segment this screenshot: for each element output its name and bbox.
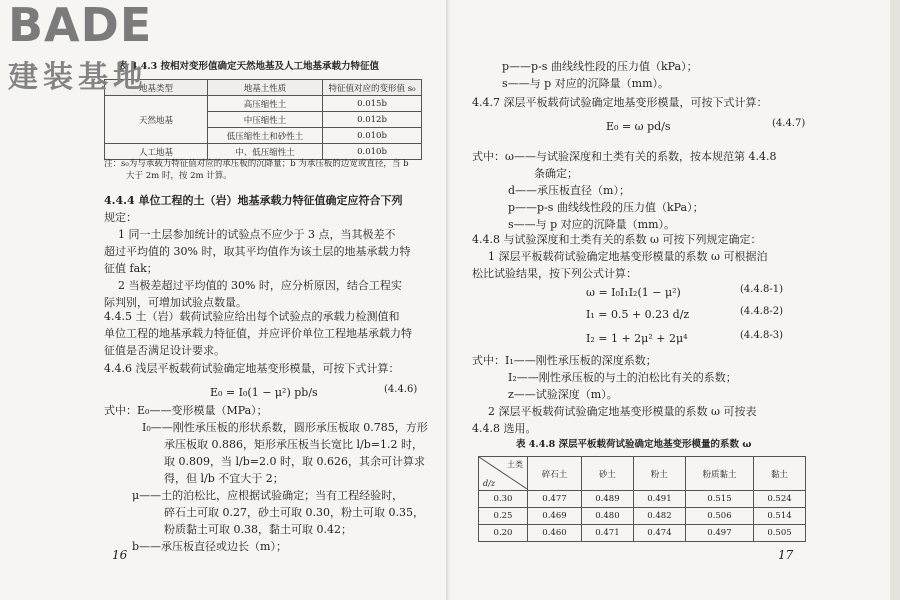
table-row	[479, 491, 806, 508]
clause-4-4-7: 4.4.7 深层平板载荷试验确定地基变形模量，可按下式计算：	[472, 96, 768, 109]
table-448-cell: 0.25	[479, 508, 528, 525]
equation-448-3: I₂ = 1 + 2μ² + 2μ⁴	[586, 332, 688, 345]
definition-line: 条确定；	[534, 167, 578, 180]
clause-4-4-8-item1	[472, 248, 882, 282]
note-line: 注：s₀为与承载力特征值对应的承压板的沉降量；b 为承压板的边宽或直径，当 b	[104, 159, 409, 169]
page-edge	[890, 0, 900, 600]
table-448-cell: 0.491	[633, 491, 685, 508]
table-443-cell: 中压缩性土	[208, 112, 323, 128]
table-443-cell: 高压缩性土	[208, 96, 323, 112]
definition-line: z——试验深度（m）。	[508, 388, 618, 401]
definition-line: d——承压板直径（m）；	[508, 184, 630, 197]
definition-line: 碎石土可取 0.27，砂土可取 0.30，粉土可取 0.35，	[164, 506, 424, 519]
clause-line: 4.4.4 单位工程的土（岩）地基承载力特征值确定应符合下列	[104, 194, 403, 207]
table-443-cell: 0.010b	[323, 128, 422, 144]
table-448-cell: 0.506	[685, 508, 753, 525]
table-448-cell: 0.30	[479, 491, 528, 508]
table-443-header: 特征值对应的变形值 s₀	[323, 80, 422, 96]
logo-wordmark: BADE	[8, 0, 153, 52]
equation-446-number: (4.4.6)	[384, 384, 418, 395]
continued-definitions	[502, 58, 842, 92]
equation-447: E₀ = ω pd/s	[606, 120, 671, 133]
table-443-cell: 0.015b	[323, 96, 422, 112]
clause-line: 2 当极差超过平均值的 30% 时，应分析原因，结合工程实	[118, 279, 402, 292]
table-448-cell: 0.482	[633, 508, 685, 525]
definition-line: 得，但 l/b 不宜大于 2；	[164, 472, 284, 485]
table-443-cell: 中、低压缩性土	[208, 144, 323, 160]
table-448	[478, 456, 806, 542]
table-443-cell: 低压缩性土和砂性土	[208, 128, 323, 144]
equation-448-2-number: (4.4.8-2)	[740, 306, 783, 317]
clause-line: 征值是否满足设计要求。	[104, 344, 225, 357]
clause-4-4-4	[104, 192, 439, 311]
table-448-cell: 0.480	[581, 508, 633, 525]
table-448-cell: 0.524	[753, 491, 805, 508]
definition-line: p——p-s 曲线线性段的压力值（kPa）；	[508, 201, 704, 214]
page-number: 16	[112, 548, 128, 562]
table-448-cell: 0.505	[753, 525, 805, 542]
table-row	[479, 525, 806, 542]
clause-line: 4.4.5 土（岩）载荷试验应给出每个试验点的承载力检测值和	[104, 310, 400, 323]
clause-4-4-8: 4.4.8 与试验深度和土类有关的系数 ω 可按下列规定确定：	[472, 233, 762, 246]
clause-line: 单位工程的地基承载力特征值，并应评价单位工程地基承载力特	[104, 327, 412, 340]
table-448-cell: 0.460	[528, 525, 582, 542]
table-448-cell: 0.469	[528, 508, 582, 525]
table-443-title: 表 4.4.3 按相对变形值确定天然地基及人工地基承载力特征值	[118, 61, 380, 72]
equation-448-2: I₁ = 0.5 + 0.23 d/z	[586, 308, 690, 321]
clause-4-4-8-item2	[472, 403, 882, 437]
variable-definitions-448	[472, 352, 872, 403]
corner-bottom-label: d/z	[483, 479, 496, 488]
definition-line: b——承压板直径或边长（m）；	[132, 540, 287, 553]
table-448-cell: 0.497	[685, 525, 753, 542]
table-443-header: 地基土性质	[208, 80, 323, 96]
variable-definitions-447	[472, 148, 872, 233]
equation-446: E₀ = I₀(1 − μ²) pb/s	[210, 386, 318, 399]
definition-line: I₂——刚性承压板的与土的泊松比有关的系数；	[508, 371, 737, 384]
page-number: 17	[778, 548, 794, 562]
table-448-cell: 0.471	[581, 525, 633, 542]
table-443-header: 地基类型	[105, 80, 208, 96]
definition-line: 承压板取 0.886，矩形承压板当长宽比 l/b=1.2 时，	[164, 438, 423, 451]
table-448-cell: 0.20	[479, 525, 528, 542]
table-448-header: 黏土	[753, 457, 805, 491]
clause-4-4-6: 4.4.6 浅层平板载荷试验确定地基变形模量，可按下式计算：	[104, 362, 400, 375]
note-line: 大于 2m 时，按 2m 计算。	[126, 171, 232, 181]
table-448-cell: 0.515	[685, 491, 753, 508]
variable-definitions	[104, 402, 439, 555]
table-448-cell: 0.489	[581, 491, 633, 508]
clause-line: 际判别，可增加试验点数量。	[104, 296, 247, 309]
table-448-header: 碎石土	[528, 457, 582, 491]
definition-line: 式中：ω——与试验深度和土类有关的系数，按本规范第 4.4.8	[472, 150, 777, 163]
clause-4-4-5	[104, 308, 439, 359]
equation-447-number: (4.4.7)	[772, 118, 806, 129]
definition-line: p——p-s 曲线线性段的压力值（kPa）；	[502, 60, 698, 73]
clause-line: 松比试验结果，按下列公式计算：	[472, 267, 637, 280]
table-443-cell: 天然地基	[105, 96, 208, 144]
table-448-cell: 0.514	[753, 508, 805, 525]
table-448-header: 砂土	[581, 457, 633, 491]
definition-line: 式中：I₁——刚性承压板的深度系数；	[472, 354, 657, 367]
table-448-cell: 0.474	[633, 525, 685, 542]
table-443-note	[104, 158, 434, 182]
equation-448-1-number: (4.4.8-1)	[740, 284, 783, 295]
table-443-cell: 0.010b	[323, 144, 422, 160]
definition-line: 粉质黏土可取 0.38，黏土可取 0.42；	[164, 523, 352, 536]
equation-448-3-number: (4.4.8-3)	[740, 330, 783, 341]
clause-line: 4.4.8 选用。	[472, 422, 537, 435]
clause-line: 1 同一土层参加统计的试验点不应少于 3 点，当其极差不	[118, 228, 396, 241]
clause-line: 规定：	[104, 211, 137, 224]
clause-line: 1 深层平板载荷试验确定地基变形模量的系数 ω 可根据泊	[488, 250, 768, 263]
table-row	[479, 508, 806, 525]
definition-line: μ——土的泊松比，应根据试验确定；当有工程经验时，	[132, 489, 404, 502]
right-page	[450, 0, 900, 600]
table-448-title: 表 4.4.8 深层平板载荷试验确定地基变形模量的系数 ω	[516, 439, 752, 450]
definition-line: s——与 p 对应的沉降量（mm）。	[508, 218, 676, 231]
clause-line: 征值 fak；	[104, 262, 158, 275]
table-448-cell: 0.477	[528, 491, 582, 508]
clause-line: 超过平均值的 30% 时，取其平均值作为该土层的地基承载力特	[104, 245, 411, 258]
definition-line: s——与 p 对应的沉降量（mm）。	[502, 77, 670, 90]
corner-top-label: 土类	[507, 460, 523, 469]
table-448-corner	[479, 457, 528, 491]
table-448-header: 粉质黏土	[685, 457, 753, 491]
clause-line: 2 深层平板载荷试验确定地基变形模量的系数 ω 可按表	[488, 405, 757, 418]
table-448-header: 粉土	[633, 457, 685, 491]
brand-logo	[8, 2, 176, 98]
table-443-cell: 人工地基	[105, 144, 208, 160]
equation-448-1: ω = I₀I₁I₂(1 − μ²)	[586, 286, 681, 299]
definition-line: 式中：E₀——变形模量（MPa）；	[104, 404, 268, 417]
table-443-cell: 0.012b	[323, 112, 422, 128]
logo-subtitle: 建装基地	[8, 60, 148, 95]
definition-line: I₀——刚性承压板的形状系数，圆形承压板取 0.785，方形	[142, 421, 428, 434]
definition-line: 取 0.809，当 l/b=2.0 时，取 0.626，其余可计算求	[164, 455, 425, 468]
